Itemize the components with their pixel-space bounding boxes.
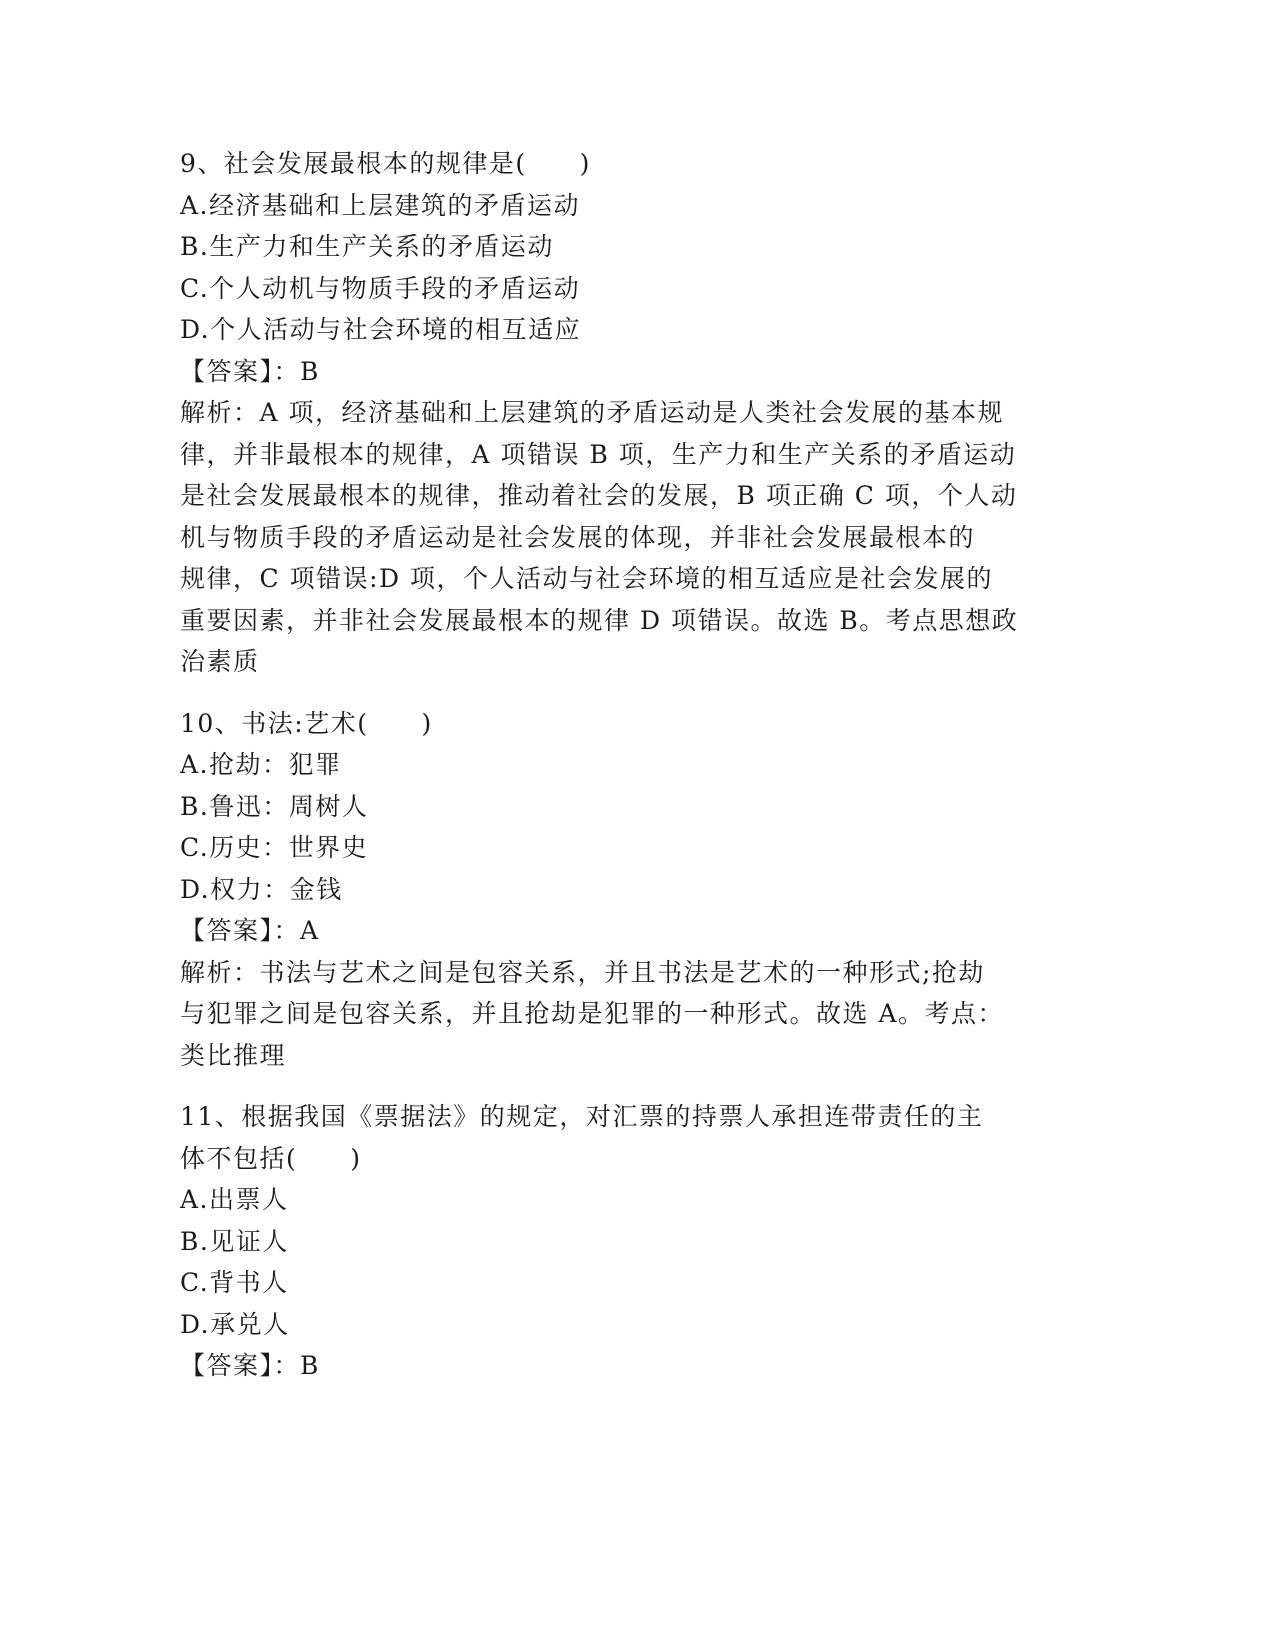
option-a: A.出票人 xyxy=(180,1185,289,1214)
option-c: C.历史：世界史 xyxy=(180,833,369,862)
option-d: D.承兑人 xyxy=(180,1309,290,1339)
analysis-line: 重要因素，并非社会发展最根本的规律 D 项错误。故选 B。考点思想政 xyxy=(180,605,1019,635)
document-body xyxy=(180,143,1060,1387)
question-stem: 10、书法:艺术( ) xyxy=(180,708,433,738)
question-stem-continued: 体不包括( ) xyxy=(180,1143,362,1173)
option-c: C.个人动机与物质手段的矛盾运动 xyxy=(180,273,581,303)
option-a: A.经济基础和上层建筑的矛盾运动 xyxy=(180,190,581,220)
analysis-line: 解析：A 项，经济基础和上层建筑的矛盾运动是人类社会发展的基本规 xyxy=(180,398,1005,427)
analysis-line: 律，并非最根本的规律，A 项错误 B 项，生产力和生产关系的矛盾运动 xyxy=(180,439,1017,469)
option-d: D.个人活动与社会环境的相互适应 xyxy=(180,315,582,344)
spacer xyxy=(180,1076,1060,1096)
option-c: C.背书人 xyxy=(180,1268,289,1297)
option-a: A.抢劫：犯罪 xyxy=(180,750,342,779)
question-10 xyxy=(180,703,1060,1077)
question-stem: 9、社会发展最根本的规律是( ) xyxy=(180,149,591,178)
option-b: B.生产力和生产关系的矛盾运动 xyxy=(180,232,554,261)
analysis-line: 是社会发展最根本的规律，推动着社会的发展，B 项正确 C 项，个人动 xyxy=(180,481,1018,510)
question-stem: 11、根据我国《票据法》的规定，对汇票的持票人承担连带责任的主 xyxy=(180,1102,984,1131)
question-9 xyxy=(180,143,1060,683)
option-b: B.鲁迅：周树人 xyxy=(180,791,369,821)
answer-line: 【答案】：B xyxy=(180,356,320,386)
analysis-line: 规律，C 项错误:D 项，个人活动与社会环境的相互适应是社会发展的 xyxy=(180,564,993,593)
answer-line: 【答案】：A xyxy=(180,916,320,945)
analysis-line: 治素质 xyxy=(180,647,260,676)
question-11 xyxy=(180,1096,1060,1387)
option-d: D.权力：金钱 xyxy=(180,874,343,904)
analysis-line: 类比推理 xyxy=(180,1040,287,1070)
option-b: B.见证人 xyxy=(180,1226,289,1256)
spacer xyxy=(180,683,1060,703)
answer-line: 【答案】：B xyxy=(180,1351,320,1380)
analysis-line: 解析：书法与艺术之间是包容关系，并且书法是艺术的一种形式;抢劫 xyxy=(180,957,985,987)
analysis-line: 与犯罪之间是包容关系，并且抢劫是犯罪的一种形式。故选 A。考点： xyxy=(180,999,1005,1028)
analysis-line: 机与物质手段的矛盾运动是社会发展的体现，并非社会发展最根本的 xyxy=(180,522,976,552)
